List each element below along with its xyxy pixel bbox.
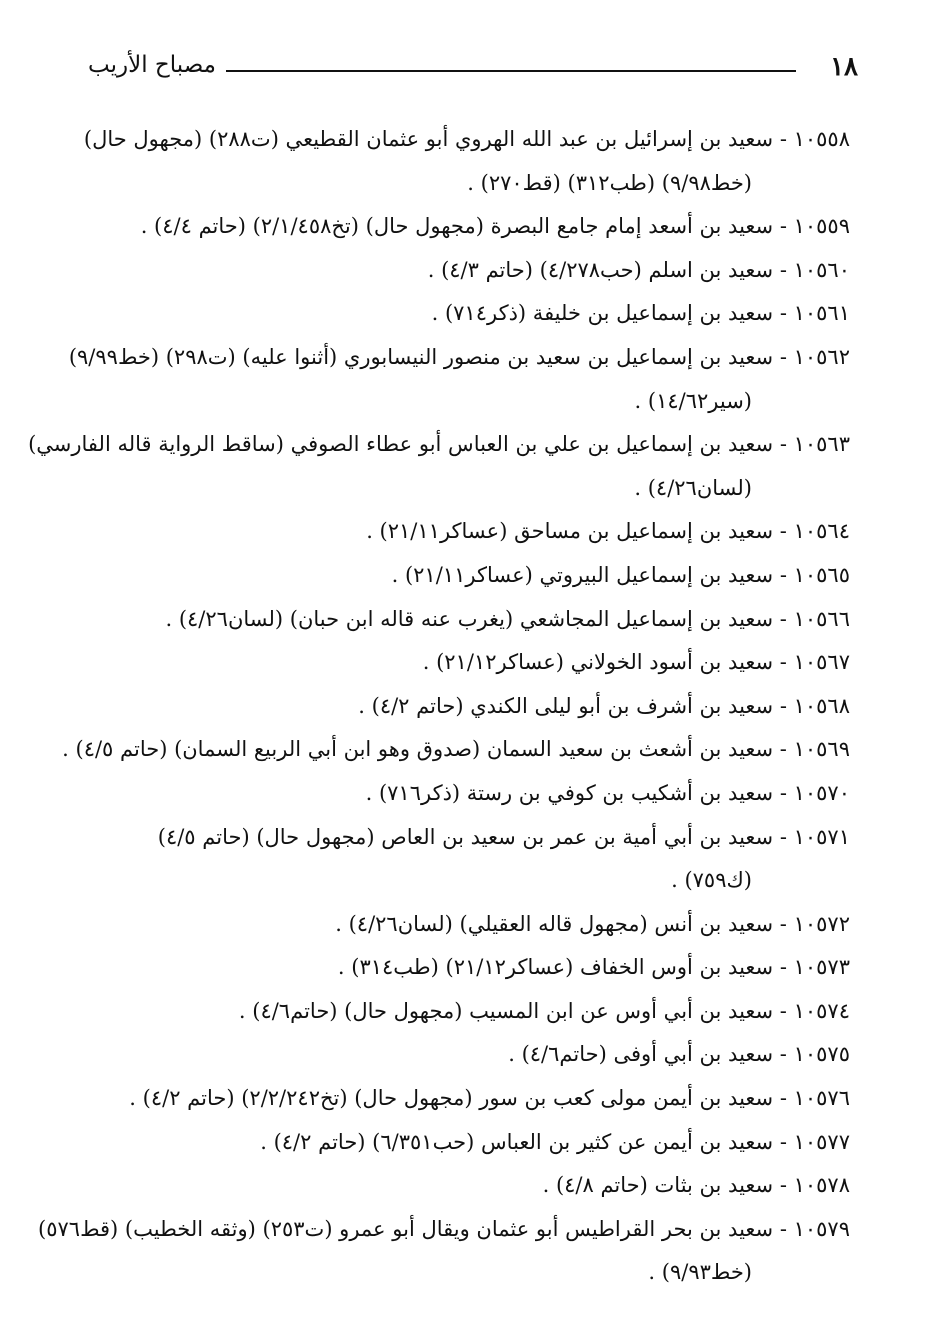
entry-continuation-line: (ك٧٥٩) .	[671, 868, 752, 893]
entry	[80, 990, 850, 1034]
entry	[80, 1121, 850, 1165]
page-header	[88, 50, 858, 90]
entry-line: ١٠٥٥٩ - سعيد بن أسعد إمام جامع البصرة (مجهول حال) (تخ٢/١/٤٥٨) (حاتم ٤/٤) .	[140, 214, 850, 239]
entry-line: ١٠٥٧٩ - سعيد بن بحر القراطيس أبو عثمان ويقال أبو عمرو (ت٢٥٣) (وثقه الخطيب) (قط٥٧٦)	[38, 1216, 850, 1241]
entry	[80, 598, 850, 642]
entry	[80, 946, 850, 990]
entry	[80, 903, 850, 947]
page-number: ١٨	[830, 52, 858, 82]
entry-line: ١٠٥٦١ - سعيد بن إسماعيل بن خليفة (ذكر٧١٤) .	[431, 301, 850, 326]
entry-line: ١٠٥٦٩ - سعيد بن أشعث بن سعيد السمان (صدوق وهو ابن أبي الربيع السمان) (حاتم ٤/٥) .	[62, 737, 850, 762]
entries-list	[28, 118, 850, 1295]
entry-line: ١٠٥٧١ - سعيد بن أبي أمية بن عمر بن سعيد بن العاص (مجهول حال) (حاتم ٤/٥)	[157, 824, 850, 849]
entry	[80, 641, 850, 685]
entry	[80, 1164, 850, 1208]
entry-line: ١٠٥٧٢ - سعيد بن أنس (مجهول قاله العقيلي) (لسان٤/٢٦) .	[335, 911, 850, 936]
entry-line: ١٠٥٧٥ - سعيد بن أبي أوفى (حاتم٤/٦) .	[508, 1042, 850, 1067]
entry-line: ١٠٥٦٦ - سعيد بن إسماعيل المجاشعي (يغرب عنه قاله ابن حبان) (لسان٤/٢٦) .	[165, 606, 850, 631]
entry-continuation-line: (لسان٤/٢٦) .	[634, 475, 752, 500]
entry	[38, 1208, 850, 1295]
entry-continuation-line: (خط٩/٩٣) .	[648, 1260, 752, 1285]
entry	[80, 510, 850, 554]
entry-line: ١٠٥٦٣ - سعيد بن إسماعيل بن علي بن العباس أبو عطاء الصوفي (ساقط الرواية قاله الفارسي)	[28, 432, 850, 457]
entry	[80, 249, 850, 293]
entry-line: ١٠٥٧٧ - سعيد بن أيمن عن كثير بن العباس (حب٦/٣٥١) (حاتم ٤/٢) .	[260, 1129, 850, 1154]
entry	[80, 772, 850, 816]
entry-line: ١٠٥٧٨ - سعيد بن بثات (حاتم ٤/٨) .	[542, 1173, 850, 1198]
entry	[68, 336, 850, 423]
entry-line: ١٠٥٦٠ - سعيد بن اسلم (حب٤/٢٧٨) (حاتم ٤/٣) .	[427, 257, 850, 282]
header-rule	[226, 70, 796, 72]
entry	[80, 816, 850, 903]
entry-line: ١٠٥٦٥ - سعيد بن إسماعيل البيروتي (عساكر٢١/١١) .	[391, 562, 850, 587]
entry	[80, 118, 850, 205]
book-title: مصباح الأريب	[88, 52, 216, 78]
entry-line: ١٠٥٥٨ - سعيد بن إسرائيل بن عبد الله الهروي أبو عثمان القطيعي (ت٢٨٨) (مجهول حال)	[83, 127, 850, 151]
entry-line: ١٠٥٦٧ - سعيد بن أسود الخولاني (عساكر٢١/١٢) .	[422, 650, 850, 675]
entry-line: ١٠٥٧٤ - سعيد بن أبي أوس عن ابن المسيب (مجهول حال) (حاتم٤/٦) .	[238, 998, 850, 1023]
entry-line: ١٠٥٧٦ - سعيد بن أيمن مولى كعب بن سور (مجهول حال) (تخ٢/٢/٢٤٢) (حاتم ٤/٢) .	[129, 1086, 850, 1111]
entry-continuation-line: (سير١٤/٦٢) .	[634, 388, 752, 413]
entry	[28, 423, 850, 510]
entry	[80, 685, 850, 729]
entry-line: ١٠٥٦٨ - سعيد بن أشرف بن أبو ليلى الكندي (حاتم ٤/٢) .	[358, 693, 850, 718]
entry-line: ١٠٥٦٢ - سعيد بن إسماعيل بن سعيد بن منصور النيسابوري (أثنوا عليه) (ت٢٩٨) (خط٩/٩٩)	[68, 344, 850, 369]
entry	[80, 1077, 850, 1121]
entry	[80, 205, 850, 249]
entry	[80, 554, 850, 598]
entry-line: ١٠٥٦٤ - سعيد بن إسماعيل بن مساحق (عساكر٢١/١١) .	[366, 519, 850, 544]
entry-continuation-line: (خط٩/٩٨) (طب٣١٢) (قط٢٧٠) .	[467, 170, 752, 195]
entry	[62, 728, 850, 772]
entry-line: ١٠٥٧٣ - سعيد بن أوس الخفاف (عساكر٢١/١٢) (طب٣١٤) .	[337, 955, 850, 980]
entry-line: ١٠٥٧٠ - سعيد بن أشكيب بن كوفي بن رستة (ذكر٧١٦) .	[365, 780, 850, 805]
entry	[80, 292, 850, 336]
entry	[80, 1033, 850, 1077]
